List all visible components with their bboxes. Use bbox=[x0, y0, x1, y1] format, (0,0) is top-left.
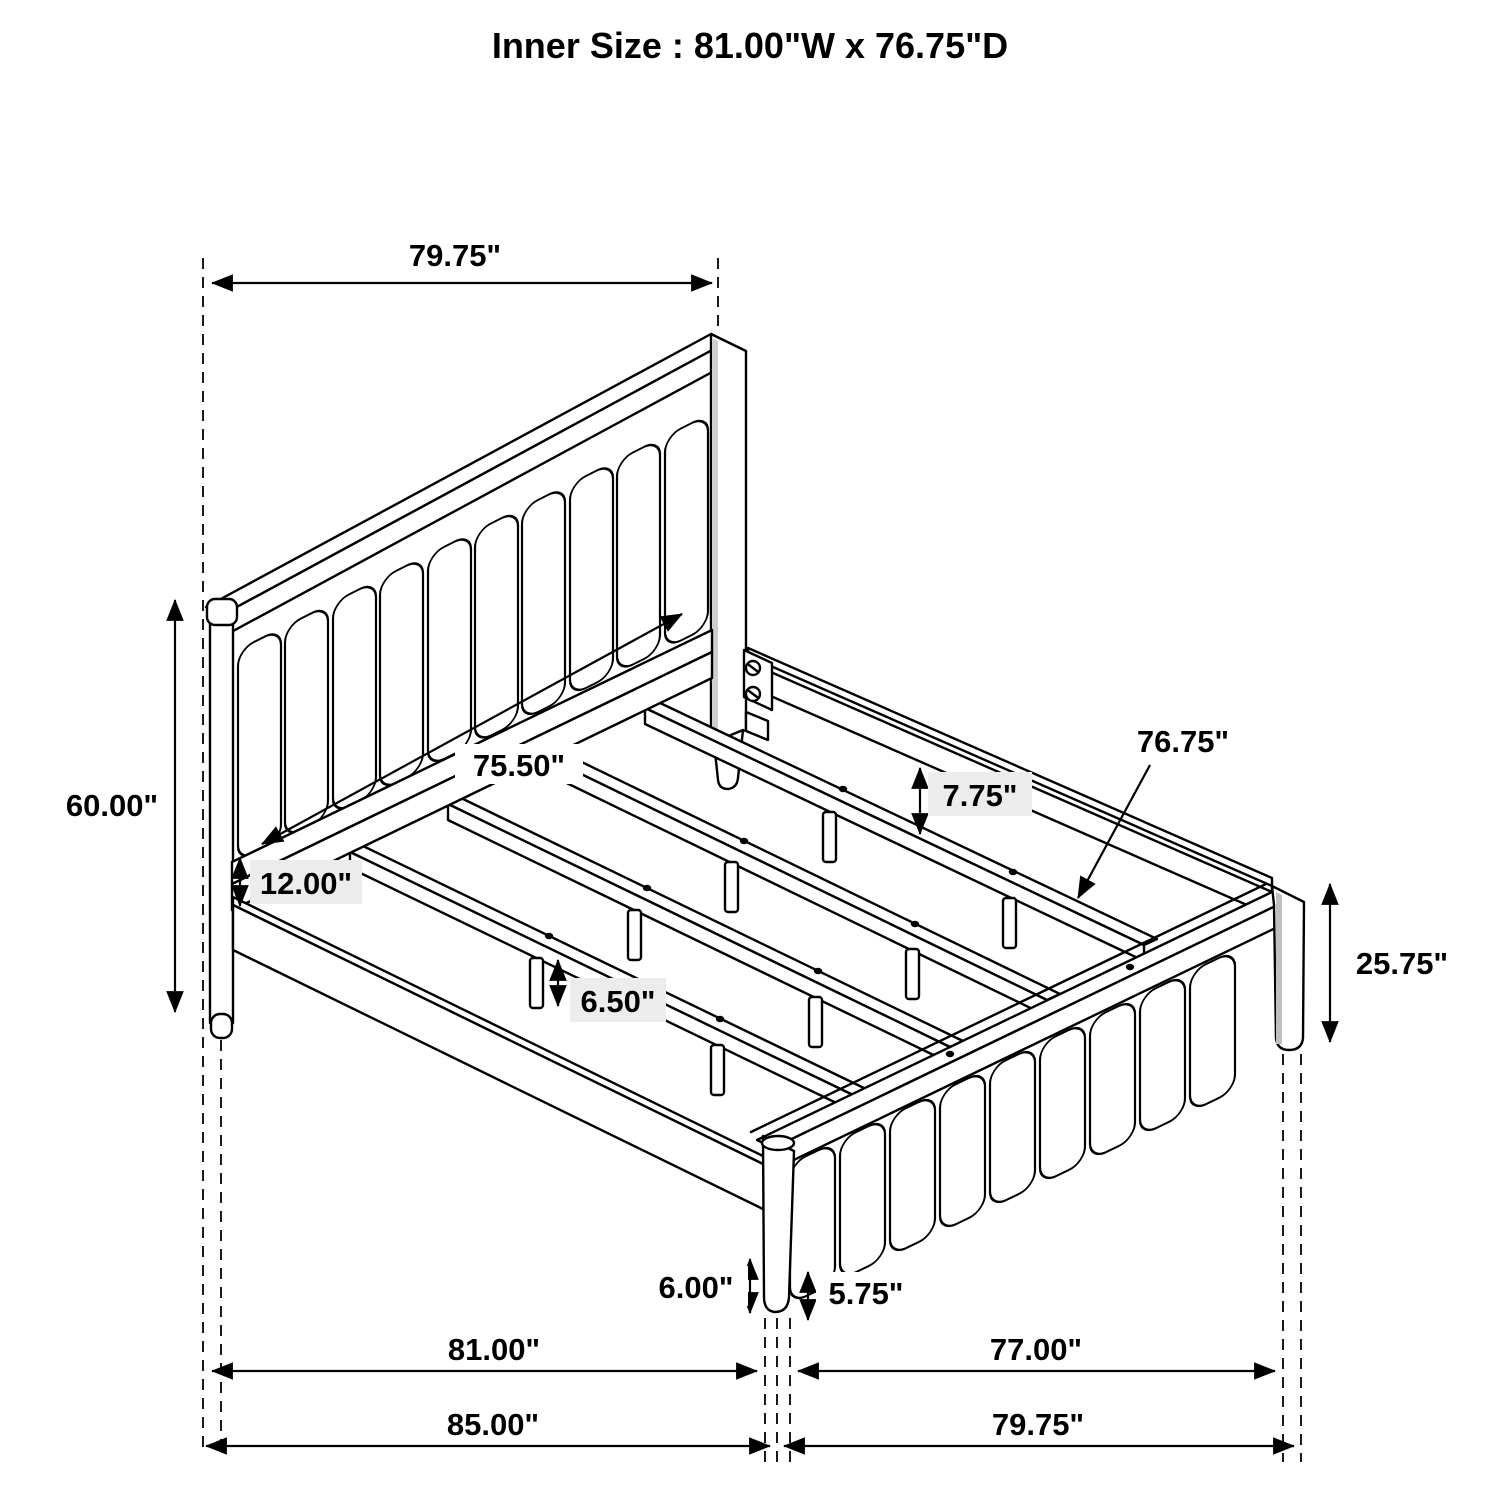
dim-footboard-width bbox=[784, 1407, 1294, 1446]
dim-label-footboard-height: 25.75" bbox=[1355, 946, 1449, 981]
slat-4-leg-b bbox=[1003, 898, 1016, 948]
slat-2-leg-b bbox=[809, 997, 822, 1047]
dim-label-headboard-rail-gap: 12.00" bbox=[259, 866, 353, 901]
dim-label-headboard-height: 60.00" bbox=[65, 788, 159, 823]
slat-2-leg-a bbox=[628, 910, 641, 960]
slat-3-leg-a bbox=[725, 862, 738, 912]
dim-label-center-leg-height: 6.50" bbox=[580, 984, 656, 1019]
dim-label-frame-depth-inner: 81.00" bbox=[447, 1332, 541, 1367]
dim-frame-depth-total bbox=[206, 1407, 770, 1446]
dim-footboard-span-inner bbox=[798, 1332, 1275, 1371]
dim-headboard-width-top bbox=[212, 238, 712, 283]
headboard-left-post bbox=[210, 620, 233, 1023]
dim-footboard-height bbox=[1330, 884, 1448, 1042]
dim-label-front-leg-height: 6.00" bbox=[658, 1270, 734, 1305]
dim-frame-depth-inner bbox=[212, 1332, 757, 1371]
dim-label-headboard-inner-width: 75.50" bbox=[472, 748, 566, 783]
left-side-rail bbox=[233, 897, 765, 1210]
dim-label-footboard-span-inner: 77.00" bbox=[989, 1332, 1083, 1367]
dim-label-frame-depth-total: 85.00" bbox=[446, 1407, 540, 1442]
dim-label-footboard-leg-height: 5.75" bbox=[828, 1276, 904, 1311]
slat-1-leg-b bbox=[711, 1045, 724, 1095]
dim-footboard-leg-height bbox=[808, 1272, 918, 1320]
dim-headboard-height bbox=[66, 600, 175, 1012]
slat-4-leg-a bbox=[823, 812, 836, 862]
dim-label-headboard-width: 79.75" bbox=[408, 238, 502, 273]
footboard-front-leg bbox=[762, 1136, 794, 1312]
dim-label-side-rail-height: 7.75" bbox=[942, 778, 1018, 813]
slat-3-leg-b bbox=[906, 949, 919, 999]
headboard-left-leg bbox=[211, 1014, 232, 1038]
page-title: Inner Size : 81.00"W x 76.75"D bbox=[491, 25, 1009, 66]
rail-bracket bbox=[744, 650, 772, 740]
dim-side-rail-height bbox=[920, 768, 1032, 834]
dim-headboard-rail-gap bbox=[240, 858, 362, 906]
dim-label-footboard-width: 79.75" bbox=[991, 1407, 1085, 1442]
dim-front-leg-height bbox=[642, 1259, 750, 1313]
slat-1-leg-a bbox=[530, 958, 543, 1008]
dim-label-slat-length: 76.75" bbox=[1136, 724, 1230, 759]
